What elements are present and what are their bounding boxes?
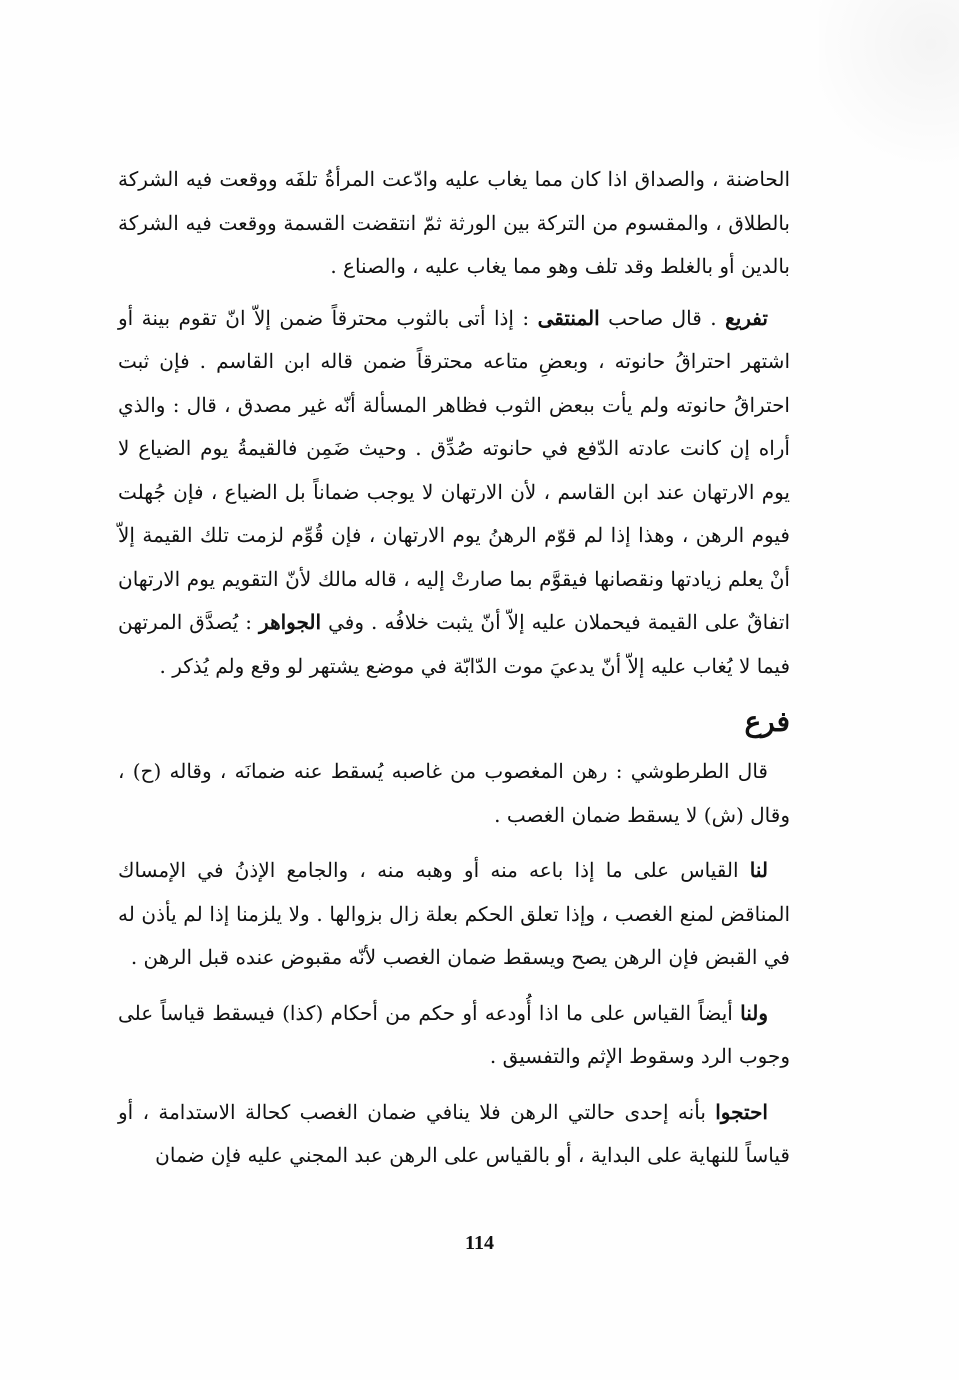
continuation-paragraph: الحاضنة ، والصداق اذا كان مما يغاب عليه وادّعت المرأةُ تلفَه ووقعت فيه الشركة بالطلاق ، والمقسوم من التركة بين الورثة ثمّ انتقضت القسمة ووقعت فيه الشركة بالدين أو بالغلط وقد تلف وهو مما يغاب عليه ، والصناع . (118, 167, 790, 278)
source-muntaqa: المنتقى (537, 305, 600, 330)
section-paragraph-4 (118, 1091, 790, 1178)
page-body (118, 158, 790, 1178)
section-paragraph-4-body: بأنه إحدى حالتي الرهن فلا ينافي ضمان الغصب كحالة الاستدامة ، أو قياساً للنهاية على البداية ، أو بالقياس على الرهن عبد المجني عليه فإن ضمان (118, 1099, 790, 1167)
tafri-mid: . قال صاحب (599, 305, 726, 330)
tafri-tail: : يُصدَّق المرتهن فيما لا يُغاب عليه إلاّ أنّ يدعيَ موت الدّابّة في موضع يشتهر لو وقع ولم يُذكر . (118, 610, 790, 678)
tafri-label: تفريع (725, 305, 768, 330)
page-number: 114 (465, 1232, 494, 1254)
section-heading: فرع (744, 705, 790, 738)
tafri-paragraph (118, 297, 790, 689)
walana-label: ولنا (740, 1000, 768, 1025)
section-paragraph-2-body: القياس على ما إذا باعه منه أو وهبه منه ، والجامع الإذنُ في الإمساك المناقض لمنع الغصب ، وإذا تعلق الحكم بعلة زال بزوالها . ولا يلزمنا إذا لم يأذن له في القبض فإن الرهن يصح ويسقط ضمان الغصب لأنّه مقبوض عنده قبل الرهن . (118, 858, 790, 969)
section-paragraph-3 (118, 992, 790, 1079)
tafri-body: : إذا أتى بالثوب محترقاً ضمن إلاّ انّ تقوم بينة أو اشتهر احتراقُ حانوته ، وبعضِ متاعه محترقاً ضمن قاله ابن القاسم . فإن ثبت احتراقُ حانوته ولم يأت ببعض الثوب فظاهر المسألة أنّه غير مصدق ، قال : والذي أراه إن كانت عادته الدّفع في حانوته صُدِّق . وحيث ضَمِن فالقيمةُ يوم الضياع لا يوم الارتهان عند ابن القاسم ، لأن الارتهان لا يوجب ضماناً بل الضياع ، فإن جُهلت فيوم الرهن ، وهذا إذا لم قوّم الرهنُ يوم الارتهان ، فإن قُوِّم لزمت تلك القيمة إلاّ أنْ يعلم زيادتها ونقصانها فيقوَّم بما صارتْ إليه ، قاله مالك لأنّ التقويم يوم الارتهان اتفاقٌ على القيمة فيحملان عليه إلاّ أنّ يثبت خلافُه . وفي (118, 305, 790, 634)
scan-noise (819, 0, 959, 220)
lana-label: لنا (749, 858, 768, 882)
section-paragraph-3-body: أيضاً القياس على ما اذا أُودعه أو حكم من أحكام (كذا) فيسقط قياساً على وجوب الرد وسقوط الإثم والتفسيق . (118, 1000, 790, 1068)
section-paragraph-2 (118, 849, 790, 980)
source-jawahir: الجواهر (259, 610, 322, 634)
ihtajju-label: احتجوا (715, 1099, 768, 1124)
section-paragraph-1: قال الطرطوشي : رهن المغصوب من غاصبه يُسقط عنه ضمانَه ، وقاله (ح) ، وقال (ش) لا يسقط ضمان الغصب . (118, 759, 790, 827)
